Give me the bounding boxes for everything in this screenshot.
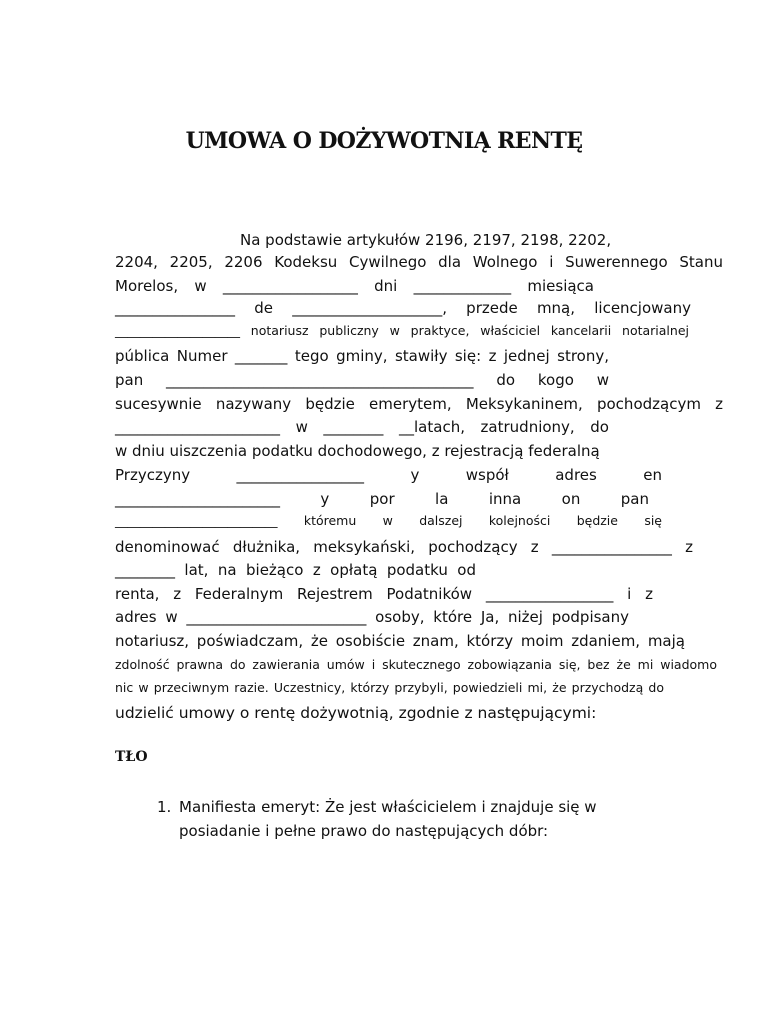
body-line: renta, z Federalnym Rejestrem Podatników _________________ i z: [115, 585, 653, 603]
body-line: adres w ________________________ osoby, które Ja, niżej podpisany: [115, 608, 629, 626]
body-line: pan _________________________________________ do kogo w: [115, 371, 609, 389]
body-line: notariusz, poświadczam, że osobiście znam, którzy moim zdaniem, mają: [115, 632, 685, 650]
body-line: Przyczyny _________________ y współ adres en: [115, 466, 662, 484]
body-line: ______________________ w ________ __latach, zatrudniony, do: [115, 418, 609, 436]
body-line: ________________ de ____________________, przede mną, licencjowany: [115, 299, 691, 317]
body-line: __________________________ któremu w dalszej kolejności będzie się: [115, 513, 662, 528]
body-line: zdolność prawna do zawierania umów i skutecznego zobowiązania się, bez że mi wiadomo: [115, 657, 717, 672]
body-line: Morelos, w __________________ dni _____________ miesiąca: [115, 277, 594, 295]
list-item-text: posiadanie i pełne prawo do następujących dóbr:: [179, 822, 549, 840]
body-line: denominować dłużnika, meksykański, pochodzący z ________________ z: [115, 538, 693, 556]
list-item-number: 1.: [157, 798, 172, 816]
body-line: 2204, 2205, 2206 Kodeksu Cywilnego dla Wolnego i Suwerennego Stanu: [115, 253, 723, 271]
body-line: ____________________ notariusz publiczny w praktyce, właściciel kancelarii notarialnej: [115, 323, 689, 338]
body-line: sucesywnie nazywany będzie emerytem, Meksykaninem, pochodzącym z: [115, 395, 723, 413]
body-line: udzielić umowy o rentę dożywotnią, zgodnie z następującymi:: [115, 704, 597, 722]
section-heading: TŁO: [115, 749, 148, 765]
list-item-text: Manifiesta emeryt: Że jest właścicielem i znajduje się w: [179, 798, 597, 816]
body-line: ________ lat, na bieżąco z opłatą podatku od: [115, 561, 476, 579]
body-line: Na podstawie artykułów 2196, 2197, 2198, 2202,: [240, 231, 612, 249]
body-line: pública Numer _______ tego gminy, stawiły się: z jednej strony,: [115, 347, 609, 365]
body-line: w dniu uiszczenia podatku dochodowego, z rejestracją federalną: [115, 442, 600, 460]
document-title: UMOWA O DOŻYWOTNIĄ RENTĘ: [185, 128, 583, 154]
body-line: nic w przeciwnym razie. Uczestnicy, którzy przybyli, powiedzieli mi, że przychodzą do: [115, 680, 664, 695]
body-line: ______________________ y por la inna on pan: [115, 490, 649, 508]
